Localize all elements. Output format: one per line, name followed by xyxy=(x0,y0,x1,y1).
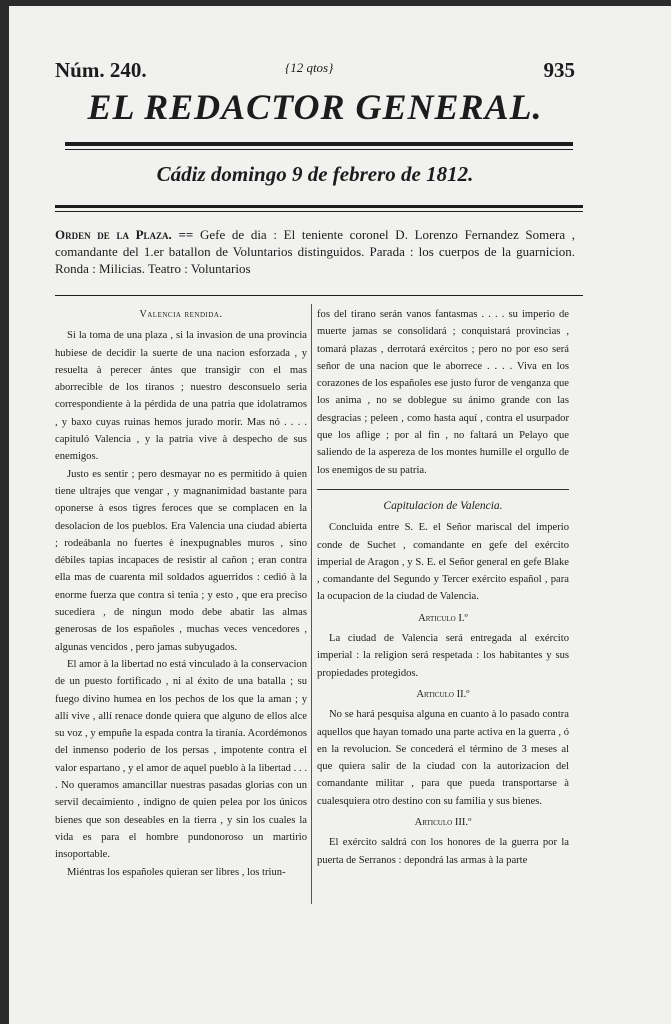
article-paragraph: Si la toma de una plaza , si la invasion de una provincia hubiese de decidir la suerte de una nacion esforzada , y resuelta à perecer ántes que transigir con el mas aborrecible de los tiranos ; nuestro desconsuelo seria correspondiente à la pérdida de una patria que idolatramos , y baxo cuyas ruinas hemos jurado morir. Mas nó . . . . capituló Valencia , y la patria vive à despecho de sus enemigos. xyxy=(55,330,307,463)
dateline-rule-thin xyxy=(55,211,583,212)
article-paragraph: Justo es sentir ; pero desmayar no es permitido à quien tiene ultrajes que vengar , y magnanimidad bastante para oponerse à esos tigres feroces que se complacen en la desolacion de los pueblos. Era Valencia una ciudad abierta ; rodeábanla no fuertes è inexpugnables muros , sino débiles tapias incapaces de resistir al cañon ; eran contra ella mas de cuarenta mil soldados aguerridos : cedió à la enorme fuerza que contra si tenia ; y esto , que era preciso sucediera , de ningun modo debe abatir las almas generosas de los españoles , muchas veces vencedores , algunas vencidos , pero jamas subyugados. xyxy=(55,468,307,653)
dateline-rule-thick xyxy=(55,205,583,208)
article-1-text: La ciudad de Valencia será entregada al exército imperial : la religion será respetada : los habitantes y sus propiedades protegidos. xyxy=(317,633,569,679)
article-2-heading: Articulo II.º xyxy=(416,688,470,700)
article-3-text: El exército saldrá con los honores de la guerra por la puerta de Serranos : depondrá las armas à la parte xyxy=(317,837,569,866)
title-rule-thick xyxy=(65,142,573,146)
masthead-topline xyxy=(55,58,575,86)
article-heading: Valencia rendida. xyxy=(139,309,223,320)
right-column xyxy=(317,306,569,869)
article-paragraph: Miéntras los españoles quieran ser libres , los triun- xyxy=(67,866,286,878)
section-separator xyxy=(317,489,569,490)
article-paragraph: El amor à la libertad no está vinculado à la conservacion de un puesto fortificado , ni al éxito de una batalla ; su fuego divino humea en los pechos de los que la aman ; y allí vive , allí renace donde quiera que alguno de ellos alce su voz , y empuñe la espada contra la tiranía. Acordémonos del inmenso poderio de los persas , impotente contra el valor espartano , y el amor de aquel pueblo à la libertad . . . . No queramos amancillar nuestras pasadas glorias con un servil decaimiento , indigno de quien pelea por los únicos bienes que son deseables en la tierra , y sin los cuales la vida es para el hombre pundonoroso un martirio insoportable. xyxy=(55,658,307,861)
orden-rule xyxy=(55,295,583,296)
handwritten-note: {12 qtos} xyxy=(285,60,334,75)
orden-label: Orden de la Plaza. == xyxy=(55,227,194,242)
title-rule-thin xyxy=(65,149,573,150)
article-1-heading: Articulo I.º xyxy=(418,612,468,624)
orden-text: Gefe de dia : El teniente coronel D. Lorenzo Fernandez Somera , comandante del 1.er batallon de Voluntarios distinguidos. Parada : los cuerpos de la guarnicion. Ronda : Milicias. Teatro : Voluntarios xyxy=(55,227,576,276)
capitulation-intro: Concluida entre S. E. el Señor mariscal del imperio conde de Suchet , comandante en gefe del exército imperial de Aragon , y S. E. el Señor general en gefe Blake , comandante del Segundo y Tercer exército español , para la ocupacion de la ciudad de Valencia. xyxy=(317,522,569,603)
issue-number: Núm. 240. xyxy=(55,58,147,82)
dateline: Cádiz domingo 9 de febrero de 1812. xyxy=(156,162,474,186)
page-number: 935 xyxy=(543,58,575,82)
newspaper-page xyxy=(9,6,671,1024)
article-continuation: fos del tirano serán vanos fantasmas . . . . su imperio de muerte jamas se consolidará ; conquistará provincias , tomará plazas , derrotará exércitos ; pero no por eso será señor de una nacion que le aborrece . . . . Viva en los corazones de los españoles ese justo furor de venganza que los anima , no se doblegue su ánimo grande con las desgracias ; peleen , como hasta aquí , contra el usurpador que los aflige ; por al fin , no faltará un Pelayo que saliendo de la aspereza de los montes humille el orgullo de los enemigos de su patria. xyxy=(317,309,569,476)
orden-de-la-plaza xyxy=(55,226,575,277)
column-divider xyxy=(311,304,312,904)
capitulation-heading: Capitulacion de Valencia. xyxy=(383,499,503,512)
article-3-heading: Articulo III.º xyxy=(414,817,472,829)
article-2-text: No se hará pesquisa alguna en cuanto à lo pasado contra aquellos que hayan tomado una parte activa en la guerra , ó en la revolucion. Se concederá el término de 3 meses al que quiera salir de la ciudad con la autorizacion del comandante militar , para que pueda transportarse à cualesquiera otro destino con su familia y sus bienes. xyxy=(317,709,569,807)
newspaper-title: EL REDACTOR GENERAL. xyxy=(87,87,543,127)
left-column xyxy=(55,306,307,881)
